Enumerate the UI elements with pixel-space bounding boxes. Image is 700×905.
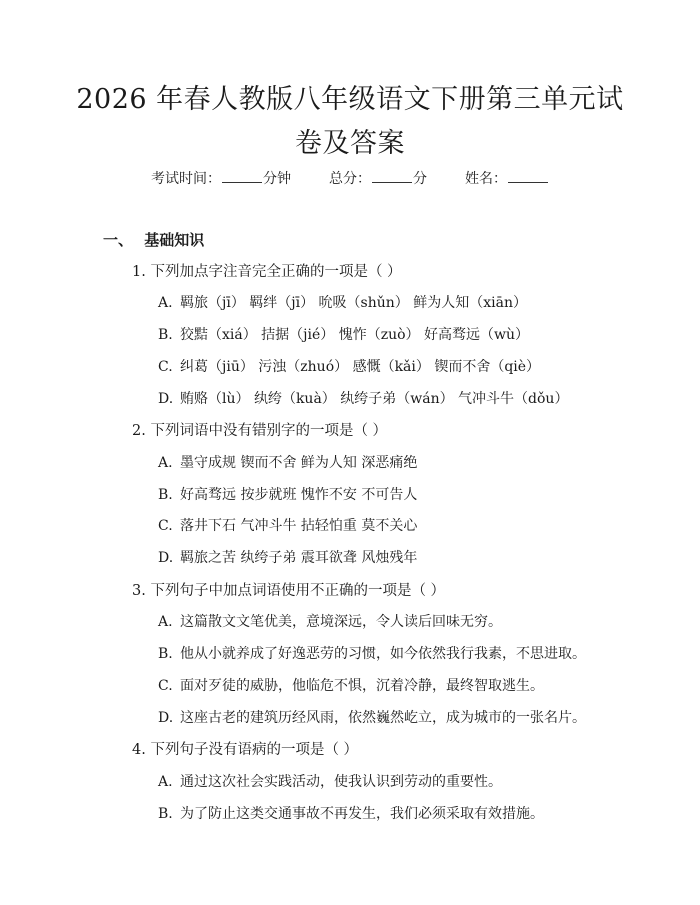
- exam-time: [151, 168, 291, 188]
- question-option: [158, 515, 417, 535]
- option-letter: B.: [158, 646, 173, 662]
- option-letter: D.: [158, 550, 174, 566]
- question-option: [158, 771, 502, 791]
- option-text: 面对歹徒的威胁，他临危不惧，沉着冷静，最终智取逃生。: [180, 678, 544, 694]
- option-text: 通过这次社会实践活动，使我认识到劳动的重要性。: [180, 774, 502, 790]
- option-text: 为了防止这类交通事故不再发生，我们必须采取有效措施。: [180, 806, 544, 822]
- total-score-label: 总分：: [329, 171, 371, 187]
- section-heading: [103, 229, 204, 250]
- option-letter: A.: [158, 455, 173, 471]
- total-score-unit: 分: [413, 171, 427, 187]
- question-option: [158, 356, 540, 376]
- option-letter: B.: [158, 327, 173, 343]
- question-option: [158, 388, 568, 408]
- question-stem: 3. 下列句子中加点词语使用不正确的一项是（ ）: [132, 583, 446, 599]
- total-score: [329, 168, 427, 188]
- option-text: 好高骛远 按步就班 愧怍不安 不可告人: [180, 487, 418, 503]
- question-option: [158, 803, 544, 823]
- title-line-1: 2026 年春人教版八年级语文下册第三单元试: [76, 84, 624, 115]
- option-letter: D.: [158, 710, 174, 726]
- option-text: 这篇散文文笔优美，意境深远，令人读后回味无穷。: [180, 614, 502, 630]
- option-letter: D.: [158, 391, 174, 407]
- title-line-2: 卷及答案: [295, 128, 405, 159]
- exam-info-row: [0, 168, 700, 188]
- section-title: 基础知识: [144, 231, 205, 249]
- option-letter: B.: [158, 487, 173, 503]
- option-text: 墨守成规 锲而不舍 鲜为人知 深恶痛绝: [180, 455, 418, 471]
- option-letter: C.: [158, 359, 173, 375]
- exam-time-unit: 分钟: [263, 171, 291, 187]
- option-letter: A.: [158, 614, 173, 630]
- option-letter: C.: [158, 518, 173, 534]
- option-letter: A.: [158, 774, 173, 790]
- student-name: [465, 168, 549, 188]
- question-option: [158, 292, 527, 312]
- question-option: [158, 707, 586, 727]
- option-text: 这座古老的建筑历经风雨，依然巍然屹立，成为城市的一张名片。: [180, 710, 586, 726]
- option-text: 纠葛（jiū） 污浊（zhuó） 感慨（kǎi） 锲而不舍（qiè）: [180, 359, 541, 375]
- option-letter: A.: [158, 295, 173, 311]
- question-option: [158, 675, 544, 695]
- option-text: 他从小就养成了好逸恶劳的习惯，如今依然我行我素，不思进取。: [180, 646, 586, 662]
- option-letter: B.: [158, 806, 173, 822]
- question-option: [158, 643, 586, 663]
- question-option: [158, 324, 529, 344]
- question-option: [158, 611, 502, 631]
- question-option: [158, 484, 417, 504]
- exam-time-label: 考试时间：: [151, 171, 221, 187]
- student-name-label: 姓名：: [465, 171, 507, 187]
- option-text: 狡黠（xiá） 拮据（jié） 愧怍（zuò） 好高骛远（wù）: [180, 327, 529, 343]
- question-stem: 2. 下列词语中没有错别字的一项是（ ）: [132, 423, 388, 439]
- exam-time-blank: [222, 168, 262, 183]
- student-name-blank: [508, 168, 548, 183]
- total-score-blank: [372, 168, 412, 183]
- option-text: 羁旅（jī） 羁绊（jī） 吮吸（shǔn） 鲜为人知（xiān）: [180, 295, 527, 311]
- option-text: 羁旅之苦 纨绔子弟 震耳欲聋 风烛残年: [180, 550, 418, 566]
- option-text: 贿赂（lù） 纨绔（kuà） 纨绔子弟（wán） 气冲斗牛（dǒu）: [180, 391, 569, 407]
- document-title: [70, 78, 630, 166]
- option-letter: C.: [158, 678, 173, 694]
- section-number: 一、: [103, 231, 134, 249]
- option-text: 落井下石 气冲斗牛 拈轻怕重 莫不关心: [180, 518, 418, 534]
- question-stem: 4. 下列句子没有语病的一项是（ ）: [132, 742, 359, 758]
- question-option: [158, 452, 417, 472]
- question-option: [158, 547, 417, 567]
- question-stem: 1. 下列加点字注音完全正确的一项是（ ）: [132, 264, 402, 280]
